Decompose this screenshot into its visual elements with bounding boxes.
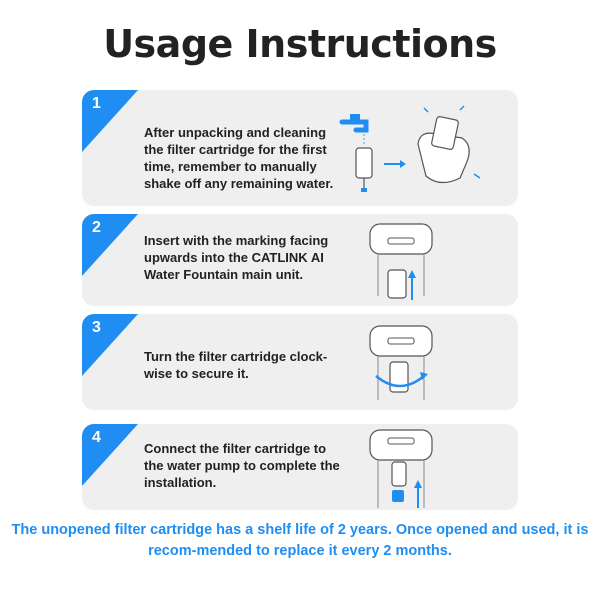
step-number-badge [82,314,138,376]
step-number: 2 [92,219,101,236]
twist-clockwise-illustration [362,322,442,406]
step-text: Insert with the marking facing upwards into the CATLINK AI Water Fountain main unit. [144,233,329,282]
step-text: Connect the filter cartridge to the water pump to complete the installation. [144,441,340,490]
step-number: 4 [92,429,101,446]
shelf-life-note: The unopened filter cartridge has a shelf life of 2 years. Once opened and used, it is recom-mended to replace it every 2 months. [11,522,589,559]
step-number: 3 [92,319,101,336]
faucet-filter-shake-illustration [334,104,514,196]
step-text: Turn the filter cartridge clock-wise to secure it. [144,349,328,381]
step-card-3 [82,314,518,410]
page-title: Usage Instructions [103,22,497,66]
step-card-1 [82,90,518,206]
step-number-badge [82,424,138,486]
step-number-badge [82,214,138,276]
connect-pump-illustration [362,428,442,510]
step-number: 1 [92,95,101,112]
step-card-4 [82,424,518,510]
step-card-2 [82,214,518,306]
insert-cartridge-illustration [362,220,442,304]
step-number-badge [82,90,138,152]
step-text: After unpacking and cleaning the filter cartridge for the first time, remember to manually shake off any remaining water. [144,125,334,191]
